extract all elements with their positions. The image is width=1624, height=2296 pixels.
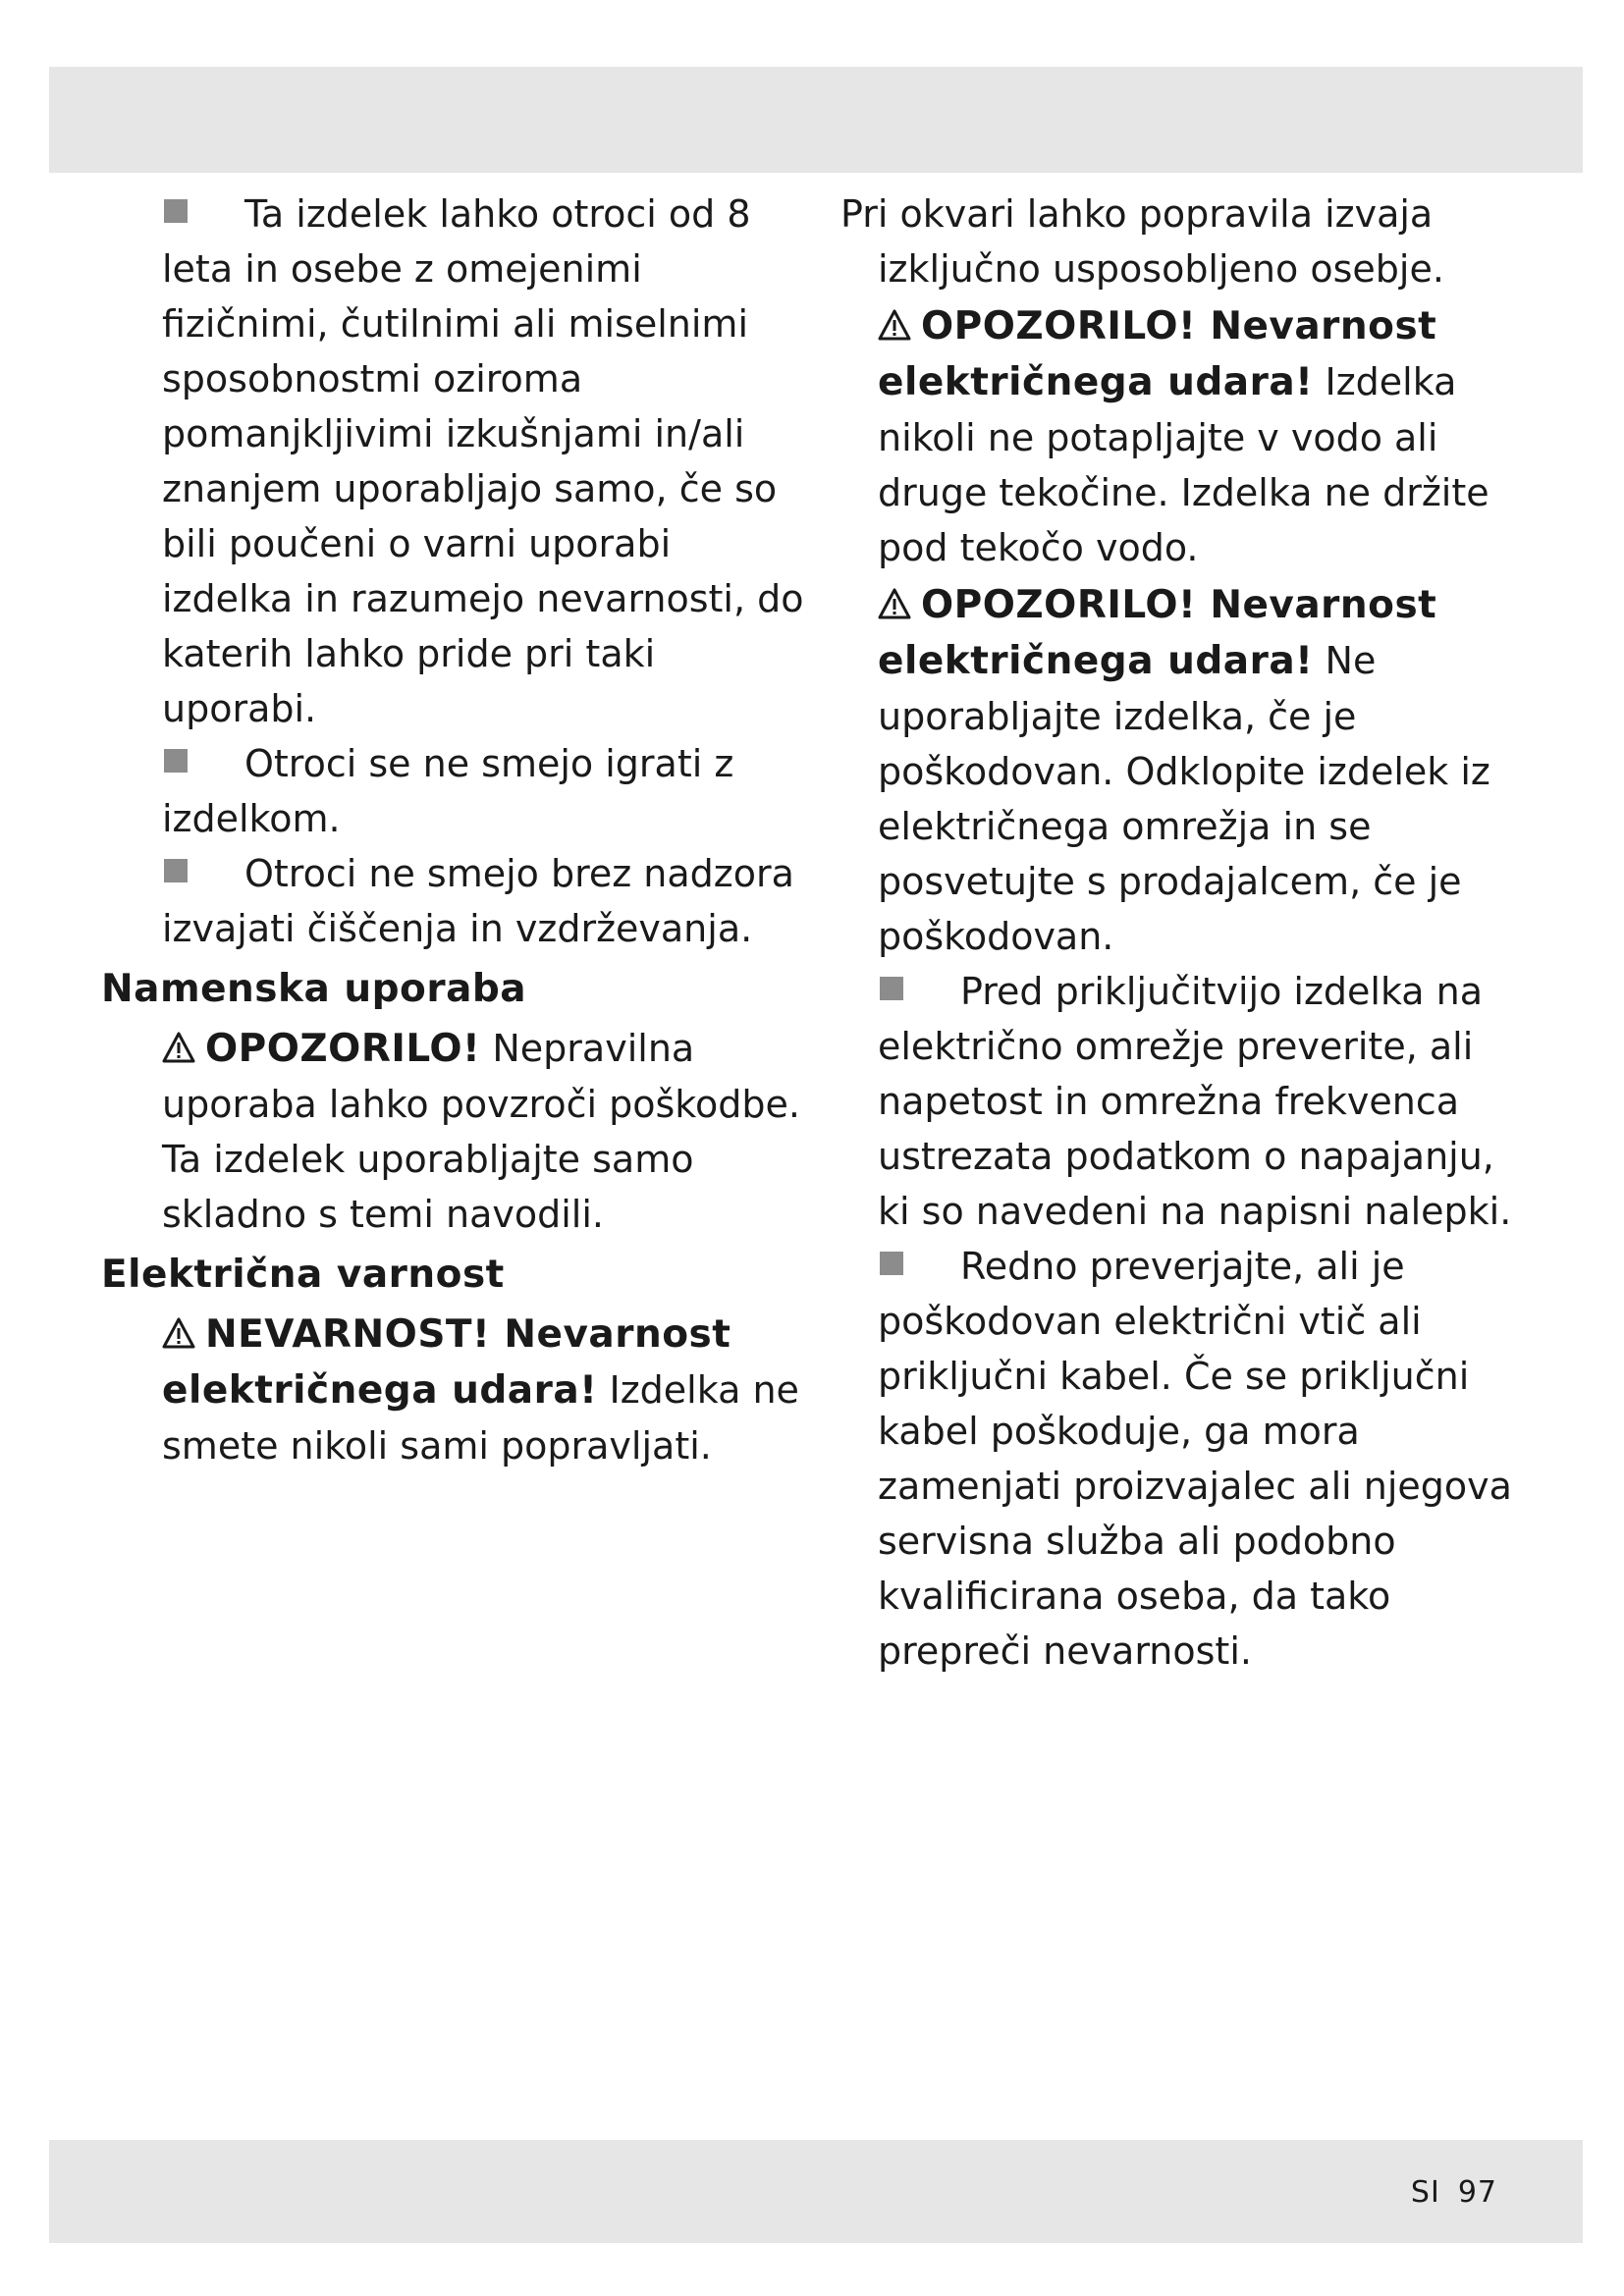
square-bullet-icon <box>164 749 188 773</box>
warning-intended-use <box>162 1021 808 1242</box>
warning-text: Izdelka nikoli ne potapljajte v vodo ali druge tekočine. Izdelka ne držite pod tekočo vodo. <box>878 360 1489 569</box>
repair-note: Pri okvari lahko popravila izvaja izključno usposobljeno osebje. <box>840 192 1444 291</box>
warning-triangle-icon <box>878 588 911 619</box>
square-bullet-icon <box>880 1252 903 1275</box>
warning-lead: OPOZORILO! Nevarnost električnega udara! <box>878 304 1437 404</box>
danger-repair <box>162 1307 808 1473</box>
square-bullet-icon <box>164 199 188 223</box>
warning-triangle-icon <box>878 309 911 341</box>
square-bullet-icon <box>880 977 903 1000</box>
warning-text: Ne uporabljajte izdelka, če je poškodovan. Odklopite izdelek iz električnega omrežja in se posvetujte s prodajalcem, če je poškodovan. <box>878 639 1490 958</box>
warning-triangle-icon <box>162 1032 195 1063</box>
language-code: SI <box>1410 2175 1440 2210</box>
warning-triangle-icon <box>162 1317 195 1349</box>
header-band <box>49 67 1583 173</box>
warning-lead: OPOZORILO! Nevarnost električnega udara! <box>878 583 1437 683</box>
list-item: Otroci se ne smejo igrati z izdelkom. <box>162 742 734 840</box>
warning-text: Nepravilna uporaba lahko povzroči poškodbe. Ta izdelek uporabljajte samo skladno s temi navodili. <box>162 1027 800 1236</box>
danger-lead: NEVARNOST! Nevarnost električnega udara! <box>162 1312 731 1413</box>
left-column <box>101 187 808 1473</box>
list-item: Redno preverjajte, ali je poškodovan električni vtič ali priključni kabel. Če se priključni kabel poškoduje, ga mora zamenjati proizvajalec ali njegova servisna služba ali podobno kvalificirana oseba, da tako prepreči nevarnosti. <box>878 1245 1512 1673</box>
warning-water <box>878 298 1528 575</box>
page-number: 97 <box>1457 2175 1497 2210</box>
footer-band <box>49 2140 1583 2243</box>
danger-text: Izdelka ne smete nikoli sami popravljati. <box>162 1368 799 1468</box>
warning-lead: OPOZORILO! <box>205 1027 481 1071</box>
list-item: Ta izdelek lahko otroci od 8 leta in osebe z omejenimi fizičnimi, čutilnimi ali miselnimi sposobnostmi oziroma pomanjkljivimi izkušnjami in/ali znanjem uporabljajo samo, če so bili poučeni o varni uporabi izdelka in razumejo nevarnosti, do katerih lahko pride pri taki uporabi. <box>162 192 804 730</box>
section-heading-intended-use: Namenska uporaba <box>101 967 527 1011</box>
page-footer <box>1411 2175 1497 2210</box>
square-bullet-icon <box>164 859 188 882</box>
section-heading-electrical-safety: Električna varnost <box>101 1253 505 1297</box>
list-item: Otroci ne smejo brez nadzora izvajati čiščenja in vzdrževanja. <box>162 852 794 950</box>
right-column <box>840 187 1528 1679</box>
warning-damaged <box>878 577 1528 964</box>
list-item: Pred priključitvijo izdelka na električno omrežje preverite, ali napetost in omrežna frekvenca ustrezata podatkom o napajanju, ki so navedeni na napisni nalepki. <box>878 970 1512 1233</box>
